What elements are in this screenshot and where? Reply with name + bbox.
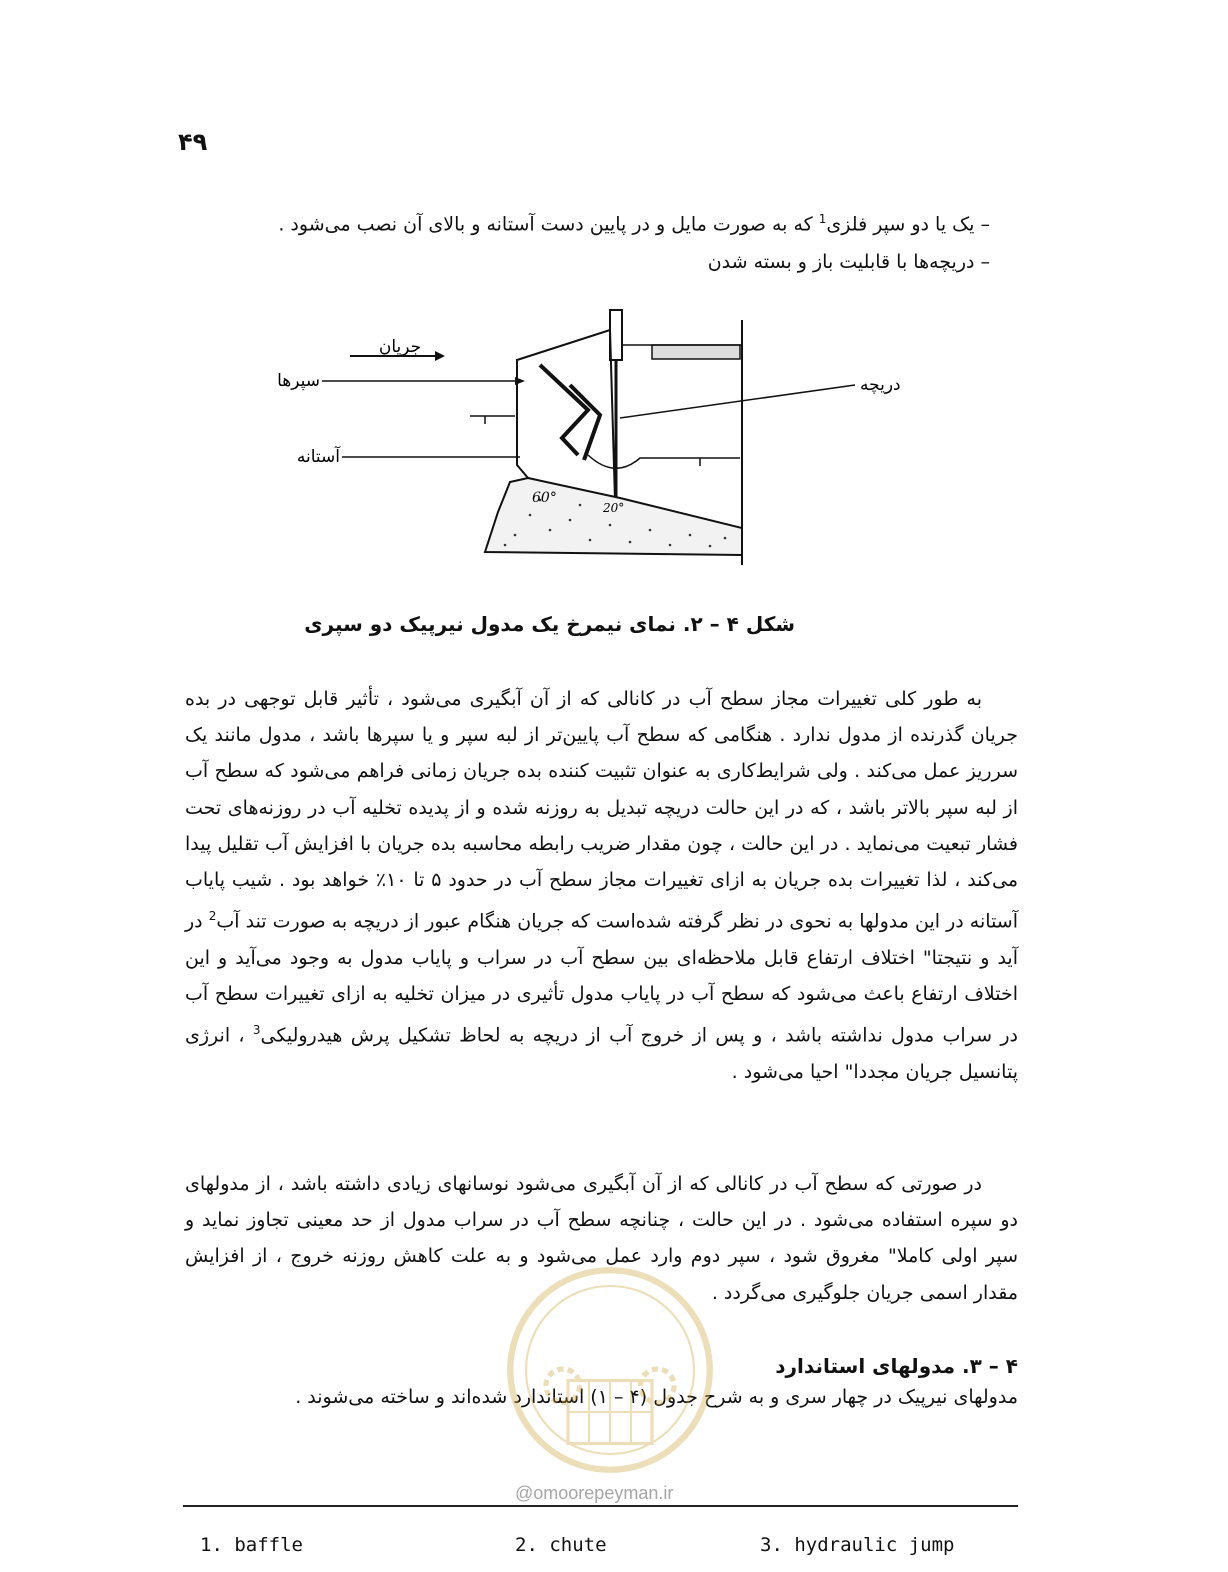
- sill-bed: [485, 478, 742, 555]
- angle-60-label: 60°: [532, 490, 557, 506]
- paragraph-2: در صورتی که سطح آب در کانالی که از آن آبگیری می‌شود نوسانهای زیادی داشته باشد ، از مدولهای دو سپره استفاده می‌شود . در این حالت ، چنانچه سطح آب در سراب مدول از حد معینی تجاوز نماید و سپر اولی کاملا" مغروق شود ، سپر دوم وارد عمل می‌شود و به علت کاهش روزنه خروج ، از افزایش مقدار اسمی جریان جلوگیری می‌گردد .: [185, 1173, 1018, 1304]
- angle-20-label: 20°: [603, 501, 625, 515]
- figure-caption: شکل ۴ – ۲. نمای نیمرخ یک مدول نیرپیک دو سپری: [304, 612, 795, 636]
- section-heading: ۴ – ۳. مدولهای استاندارد: [775, 1354, 1018, 1378]
- bullet-list: [200, 200, 990, 281]
- footnote-3: 3. hydraulic jump: [760, 1534, 955, 1556]
- watermark-url: @omoorepeyman.ir: [515, 1483, 674, 1503]
- gate-plate: [610, 310, 622, 360]
- section-body: مدولهای نیرپیک در چهار سری و به شرح جدول (۴ – ۱) استاندارد شده‌اند و ساخته می‌شوند .: [295, 1386, 1018, 1408]
- flow-label: جریان: [378, 337, 422, 357]
- bullet-item: – یک یا دو سپر فلزی$^1$ که به صورت مایل و در پایین دست آستانه و بالای آن نصب می‌شود .: [278, 212, 990, 236]
- page-number: ۴۹: [178, 128, 208, 156]
- sill-label: آستانه: [296, 447, 340, 467]
- footnote-2: 2. chute: [515, 1534, 607, 1556]
- footnote-1: 1. baffle: [200, 1534, 303, 1556]
- module-profile-figure: [270, 290, 930, 590]
- footnote-divider: [183, 1505, 1018, 1507]
- bullet-item: – دریچه‌ها با قابلیت باز و بسته شدن: [707, 251, 990, 274]
- baffle-1: [540, 365, 588, 455]
- baffles-label: سپرها: [277, 371, 320, 391]
- watermark-logo: [505, 1265, 715, 1475]
- gate-label: دریچه: [860, 375, 901, 395]
- paragraph-1: به طور کلی تغییرات مجاز سطح آب در کانالی که از آن آبگیری می‌شود ، تأثیر قابل توجهی در بده جریان گذرنده از مدول ندارد . هنگامی که سطح آب پایین‌تر از لبه سپر و یا سپرها باشد ، مدول مانند یک سرریز عمل می‌کند . ولی شرایط‌کاری به عنوان تثبیت کننده بده جریان زمانی فراهم می‌شود که سطح آب از لبه سپر بالاتر باشد ، که در این حالت دریچه تبدیل به روزنه شده و از پدیده تخلیه آب در روزنه‌های تحت فشار تبعیت می‌نماید . در این حالت ، چون مقدار ضریب رابطه محاسبه بده جریان با افزایش آب تقلیل پیدا می‌کند ، لذا تغییرات بده جریان به ازای تغییرات مجاز سطح آب در حدود ۵ تا ۱۰٪ خواهد بود . شیب پایاب آستانه در این مدولها به نحوی در نظر گرفته شده‌است که جریان هنگام عبور از دریچه به صورت تند آب$^2$ در آید و نتیجتا" اختلاف ارتفاع قابل ملاحظه‌ای بین سطح آب در سراب و پایاب مدول به وجود می‌آید و این اختلاف ارتفاع باعث می‌شود که سطح آب در پایاب مدول تأثیری در میزان تخلیه به ازای تغییرات سطح آب در سراب مدول نداشته باشد ، و پس از خروج آب از دریچه به لحاظ تشکیل پرش هیدرولیکی$^3$ ، انرژی پتانسیل جریان مجددا" احیا می‌شود .: [185, 688, 1019, 1083]
